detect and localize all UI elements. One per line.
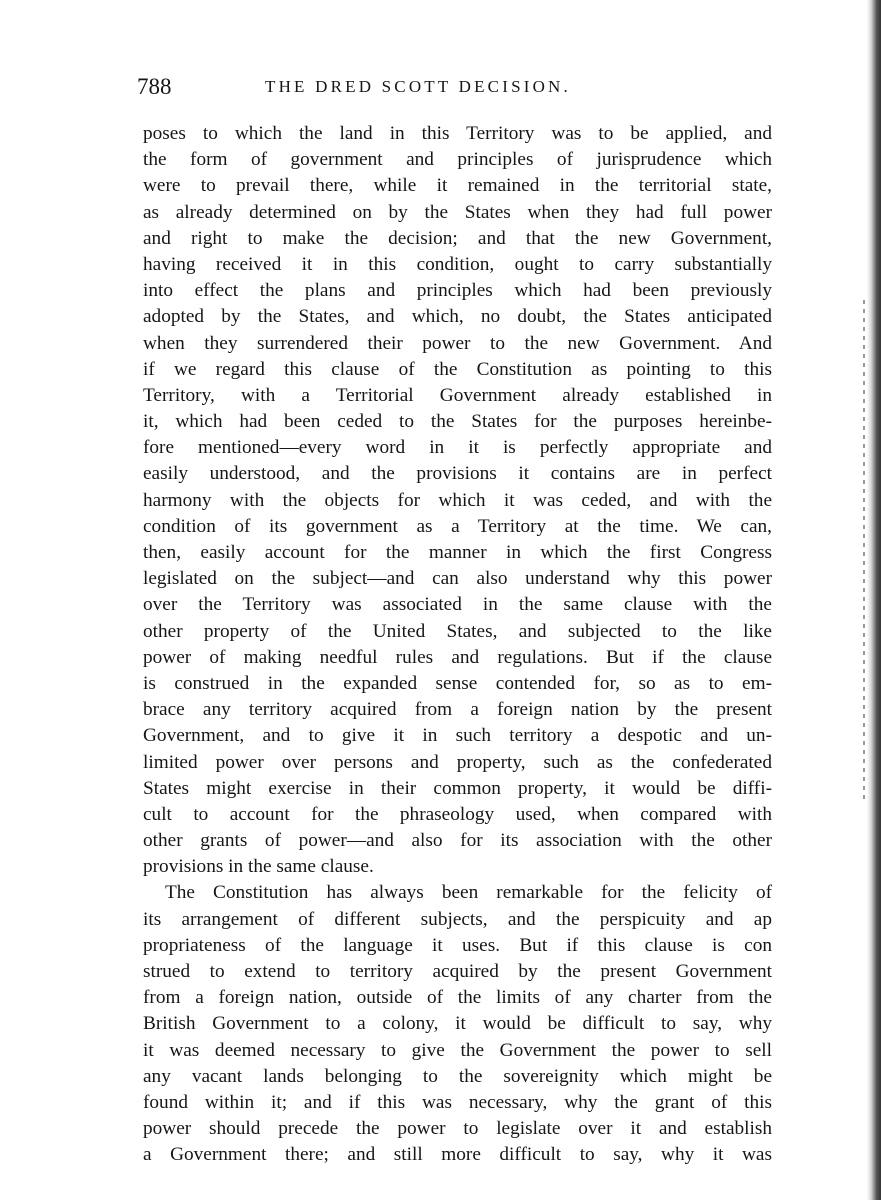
text-line: from a foreign nation, outside of the limits of any charter from the [143, 987, 772, 1009]
text-line: propriateness of the language it uses. But if this clause is con [143, 934, 772, 956]
text-line: and right to make the decision; and that the new Government, [143, 227, 772, 249]
text-line: condition of its government as a Territory at the time. We can, [143, 515, 772, 537]
text-line: easily understood, and the provisions it contains are in perfect [143, 463, 772, 485]
text-line: power of making needful rules and regulations. But if the clause [143, 646, 772, 668]
text-line: into effect the plans and principles which had been previously [143, 280, 772, 302]
text-line: legislated on the subject—and can also understand why this power [143, 568, 772, 590]
text-line: brace any territory acquired from a foreign nation by the present [143, 699, 772, 721]
page-number: 788 [137, 74, 172, 99]
text-line: its arrangement of different subjects, and the perspicuity and ap [143, 908, 772, 930]
text-line: limited power over persons and property, such as the confederated [143, 751, 772, 773]
text-line: the form of government and principles of jurisprudence which [143, 149, 772, 171]
text-line: adopted by the States, and which, no doubt, the States anticipated [143, 306, 772, 328]
text-line: if we regard this clause of the Constitution as pointing to this [143, 358, 772, 380]
text-line: fore mentioned—every word in it is perfectly appropriate and [143, 437, 772, 459]
scan-edge-shadow [867, 0, 881, 1200]
text-line: it, which had been ceded to the States for the purposes hereinbe- [143, 411, 772, 433]
running-title: THE DRED SCOTT DECISION. [265, 77, 571, 96]
text-line: strued to extend to territory acquired by the present Government [143, 961, 772, 982]
text-line: when they surrendered their power to the new Government. And [143, 332, 772, 354]
text-line: poses to which the land in this Territory was to be applied, and [143, 123, 772, 144]
text-line: were to prevail there, while it remained in the territorial state, [143, 175, 772, 197]
text-line: is construed in the expanded sense contended for, so as to em- [143, 672, 772, 694]
text-line: over the Territory was associated in the same clause with the [143, 594, 772, 616]
text-line: as already determined on by the States when they had full power [143, 201, 772, 223]
text-line: power should precede the power to legislate over it and establish [143, 1118, 772, 1140]
text-line: any vacant lands belonging to the sovereignity which might be [143, 1065, 772, 1087]
text-line: cult to account for the phraseology used, when compared with [143, 803, 772, 825]
page-body [143, 121, 772, 1169]
text-line: it was deemed necessary to give the Government the power to sell [143, 1039, 772, 1061]
text-line: harmony with the objects for which it was ceded, and with the [143, 489, 772, 511]
text-line: British Government to a colony, it would be difficult to say, why [143, 1013, 772, 1035]
text-line: having received it in this condition, ought to carry substantially [143, 253, 772, 275]
text-line: a Government there; and still more difficult to say, why it was [143, 1144, 772, 1166]
text-line: The Constitution has always been remarkable for the felicity of [165, 882, 772, 904]
text-line: provisions in the same clause. [143, 856, 374, 878]
text-line: States might exercise in their common property, it would be diffi- [143, 777, 772, 799]
text-line: then, easily account for the manner in which the first Congress [143, 542, 772, 563]
text-line: other property of the United States, and subjected to the like [143, 620, 772, 642]
page-header [137, 74, 777, 104]
text-line: found within it; and if this was necessary, why the grant of this [143, 1091, 772, 1113]
text-line: other grants of power—and also for its association with the other [143, 830, 772, 852]
text-line: Government, and to give it in such territory a despotic and un- [143, 725, 772, 747]
scan-edge-speckle [863, 300, 865, 800]
text-line: Territory, with a Territorial Government already established in [143, 384, 772, 406]
